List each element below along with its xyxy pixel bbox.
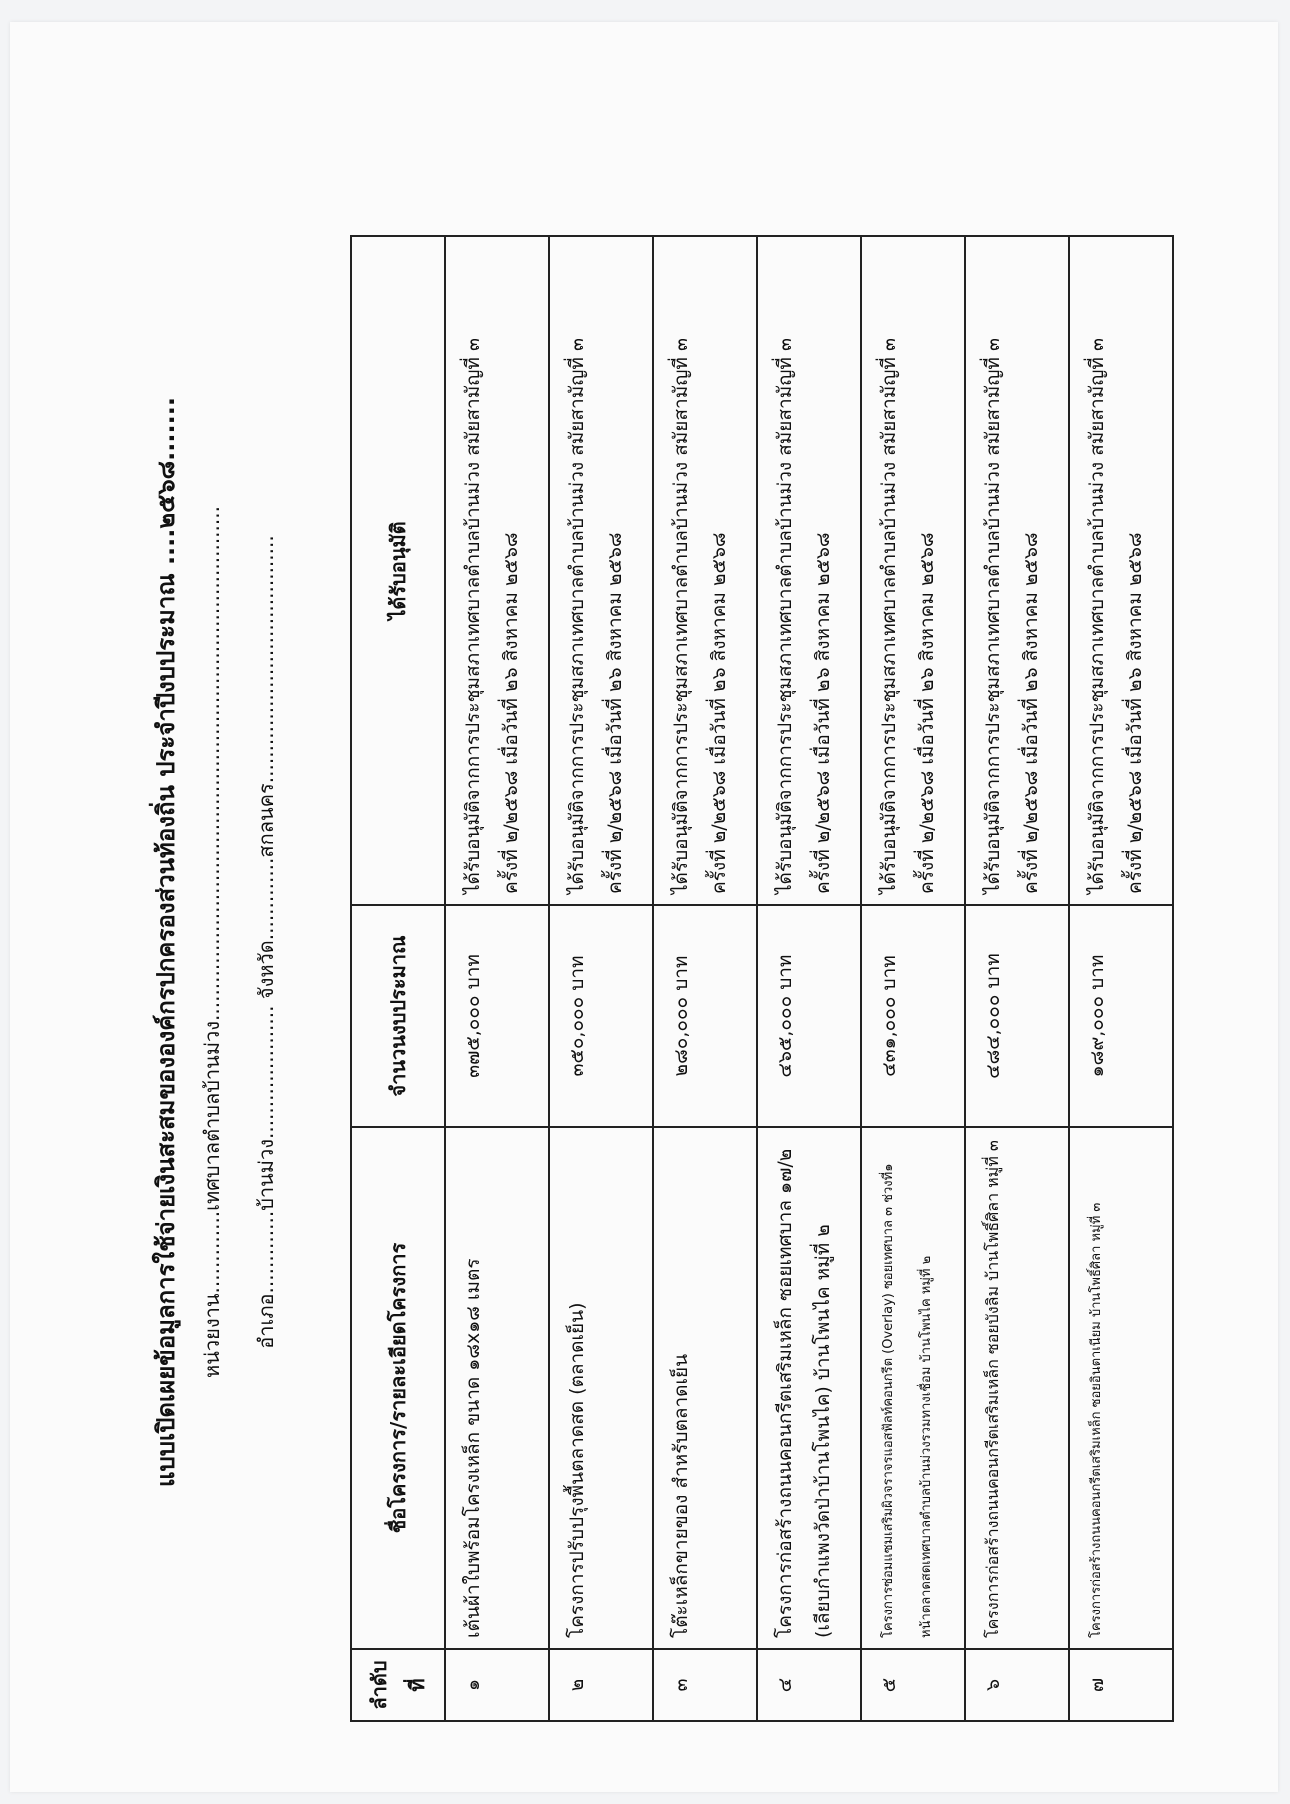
- header-approval: ได้รับอนุมัติ: [351, 236, 445, 905]
- row-budget: ๔๘๔,๐๐๐ บาท: [965, 905, 1069, 1127]
- agency-line: หน่วยงาน.............เทศบาลตำบลบ้านม่วง.................................................................................: [200, 506, 224, 1378]
- approval-line-2: ครั้งที่ ๒/๒๕๖๘ เมื่อวันที่ ๒๖ สิงหาคม ๒๕๖๘: [1020, 532, 1042, 894]
- row-project: [965, 1127, 1069, 1649]
- row-approval: [1069, 236, 1173, 905]
- location-line: อำเภอ.............บ้านม่วง..................... จังหวัด.............สกลนคร.......................................: [254, 535, 278, 1349]
- table-row: [861, 236, 965, 1721]
- row-budget: ๓๕๐,๐๐๐ บาท: [549, 905, 653, 1127]
- approval-line-1: ได้รับอนุมัติจากการประชุมสภาเทศบาลตำบลบ้านม่วง สมัยสามัญที่ ๓: [982, 338, 1004, 894]
- row-project: [549, 1127, 653, 1649]
- project-line-1: โครงการซ่อมแซมเสริมผิวจราจรแอสฟัลท์คอนกรีต (Overlay) ซอยเทศบาล ๓ ช่วงที่๑: [881, 1163, 896, 1638]
- table-row: [653, 236, 757, 1721]
- row-no: ๒: [549, 1649, 653, 1721]
- approval-line-1: ได้รับอนุมัติจากการประชุมสภาเทศบาลตำบลบ้านม่วง สมัยสามัญที่ ๓: [774, 338, 796, 894]
- project-line-1: โต๊ะเหล็กขายของ สำหรับตลาดเย็น: [670, 1353, 692, 1638]
- row-approval: [445, 236, 549, 905]
- project-line-1: เต้นผ้าใบพร้อมโครงเหล็ก ขนาด ๑๘x๑๘ เมตร: [462, 1258, 484, 1638]
- table-row: [757, 236, 861, 1721]
- row-project: [653, 1127, 757, 1649]
- table-row: [965, 236, 1069, 1721]
- row-no: ๑: [445, 1649, 549, 1721]
- district-label: อำเภอ: [254, 1293, 278, 1349]
- row-approval: [861, 236, 965, 905]
- row-no: ๖: [965, 1649, 1069, 1721]
- row-project: [1069, 1127, 1173, 1649]
- row-project: [445, 1127, 549, 1649]
- row-budget: ๓๗๕,๐๐๐ บาท: [445, 905, 549, 1127]
- document-page: [10, 22, 1278, 1792]
- approval-line-2: ครั้งที่ ๒/๒๕๖๘ เมื่อวันที่ ๒๖ สิงหาคม ๒๕๖๘: [708, 532, 730, 894]
- row-approval: [965, 236, 1069, 905]
- approval-line-1: ได้รับอนุมัติจากการประชุมสภาเทศบาลตำบลบ้านม่วง สมัยสามัญที่ ๓: [878, 338, 900, 894]
- district-value: บ้านม่วง: [254, 1139, 278, 1211]
- table-row: [1069, 236, 1173, 1721]
- approval-line-1: ได้รับอนุมัติจากการประชุมสภาเทศบาลตำบลบ้านม่วง สมัยสามัญที่ ๓: [566, 338, 588, 894]
- row-project: [757, 1127, 861, 1649]
- header-project: ชื่อโครงการ/รายละเอียดโครงการ: [351, 1127, 445, 1649]
- approval-line-2: ครั้งที่ ๒/๒๕๖๘ เมื่อวันที่ ๒๖ สิงหาคม ๒๕๖๘: [916, 532, 938, 894]
- project-line-1: โครงการปรับปรุงพื้นตลาดสด (ตลาดเย็น): [566, 1302, 588, 1638]
- row-approval: [549, 236, 653, 905]
- header-budget: จำนวนงบประมาณ: [351, 905, 445, 1127]
- approval-line-1: ได้รับอนุมัติจากการประชุมสภาเทศบาลตำบลบ้านม่วง สมัยสามัญที่ ๓: [462, 338, 484, 894]
- approval-line-2: ครั้งที่ ๒/๒๕๖๘ เมื่อวันที่ ๒๖ สิงหาคม ๒๕๖๘: [604, 532, 626, 894]
- row-no: ๗: [1069, 1649, 1173, 1721]
- row-budget: ๔๓๑,๐๐๐ บาท: [861, 905, 965, 1127]
- header-no: ลำดับที่: [351, 1649, 445, 1721]
- approval-line-2: ครั้งที่ ๒/๒๕๖๘ เมื่อวันที่ ๒๖ สิงหาคม ๒๕๖๘: [500, 532, 522, 894]
- document-title: แบบเปิดเผยข้อมูลการใช้จ่ายเงินสะสมขององค์กรปกครองส่วนท้องถิ่น ประจำปีงบประมาณ ....๒๕๖๘.......: [152, 397, 180, 1487]
- province-value: สกลนคร: [254, 783, 278, 858]
- row-budget: ๑๘๙,๐๐๐ บาท: [1069, 905, 1173, 1127]
- approval-line-1: ได้รับอนุมัติจากการประชุมสภาเทศบาลตำบลบ้านม่วง สมัยสามัญที่ ๓: [1086, 338, 1108, 894]
- project-line-1: โครงการก่อสร้างถนนคอนกรีตเสริมเหล็ก ซอยเทศบาล ๑๗/๒: [774, 1148, 796, 1638]
- budget-table: [350, 235, 1174, 1722]
- row-approval: [653, 236, 757, 905]
- approval-line-1: ได้รับอนุมัติจากการประชุมสภาเทศบาลตำบลบ้านม่วง สมัยสามัญที่ ๓: [670, 338, 692, 894]
- province-label: จังหวัด: [254, 940, 278, 1000]
- project-line-2: (เลียบกำแพงวัดป่าบ้านโพนไค) บ้านโพนไค หมู่ที่ ๒: [812, 1224, 834, 1638]
- row-approval: [757, 236, 861, 905]
- rotated-content: [10, 92, 1278, 1792]
- approval-line-2: ครั้งที่ ๒/๒๕๖๘ เมื่อวันที่ ๒๖ สิงหาคม ๒๕๖๘: [1124, 532, 1146, 894]
- agency-value: เทศบาลตำบลบ้านม่วง: [200, 1020, 224, 1211]
- row-no: ๕: [861, 1649, 965, 1721]
- row-project: [861, 1127, 965, 1649]
- agency-label: หน่วยงาน: [200, 1293, 224, 1378]
- project-line-1: โครงการก่อสร้างถนนคอนกรีตเสริมเหล็ก ซอยบังลิม บ้านโพธิ์ศิลา หมู่ที่ ๓: [983, 1140, 1002, 1638]
- table-row: [445, 236, 549, 1721]
- row-no: ๓: [653, 1649, 757, 1721]
- row-budget: ๒๘๐,๐๐๐ บาท: [653, 905, 757, 1127]
- table-row: [549, 236, 653, 1721]
- table-header-row: [351, 236, 445, 1721]
- row-no: ๔: [757, 1649, 861, 1721]
- project-line-1: โครงการก่อสร้างถนนคอนกรีตเสริมเหล็ก ซอยอินตาเนียม บ้านโพธิ์ศิลา หมู่ที่ ๓: [1089, 1202, 1104, 1638]
- project-line-2: หน้าตลาดสดเทศบาลตำบลบ้านม่วงรวมทางเชื่อม บ้านโพนไค หมู่ที่ ๒: [919, 1255, 934, 1638]
- approval-line-2: ครั้งที่ ๒/๒๕๖๘ เมื่อวันที่ ๒๖ สิงหาคม ๒๕๖๘: [812, 532, 834, 894]
- row-budget: ๔๖๕,๐๐๐ บาท: [757, 905, 861, 1127]
